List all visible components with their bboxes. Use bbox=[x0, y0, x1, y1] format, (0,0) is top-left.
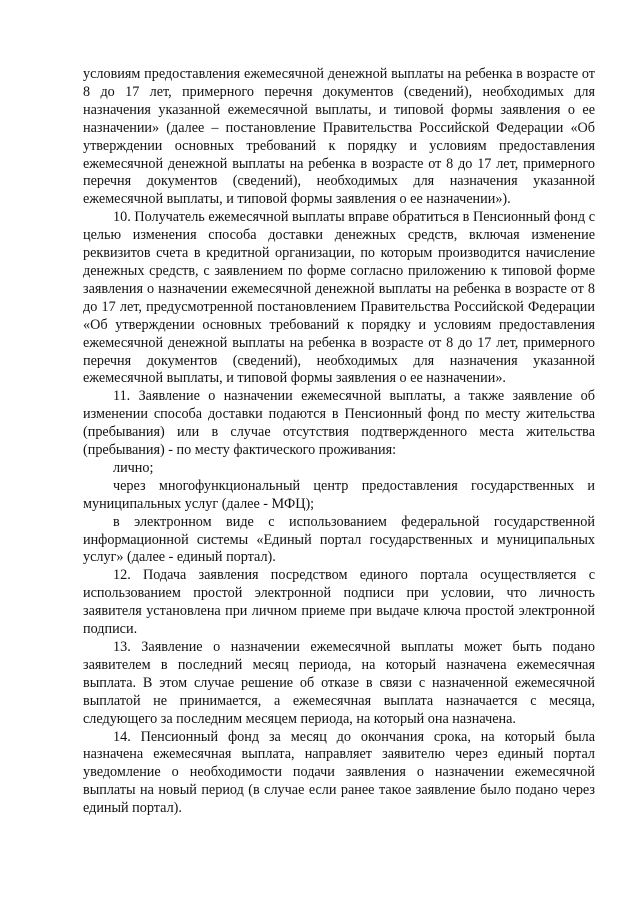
paragraph-11-item-mfc: через многофункциональный центр предоставления государственных и муниципальных услуг (далее - МФЦ); bbox=[83, 477, 595, 512]
paragraph-11: 11. Заявление о назначении ежемесячной выплаты, а также заявление об изменении способа доставки подаются в Пенсионный фонд по месту жительства (пребывания) или в случае отсутствия подтвержденного места жительства (пребывания) - по месту фактического проживания: bbox=[83, 388, 595, 459]
paragraph-13: 13. Заявление о назначении ежемесячной выплаты может быть подано заявителем в последний месяц периода, на который назначена ежемесячная выплата. В этом случае решение об отказе в связи с назначенной ежемесячной выплатой не принимается, а ежемесячная выплата назначается с месяца, следующего за последним месяцем периода, на который она назначена. bbox=[83, 639, 595, 727]
paragraph-11-item-portal: в электронном виде с использованием федеральной государственной информационной системы «Единый портал государственных и муниципальных услуг» (далее - единый портал). bbox=[83, 513, 595, 566]
paragraph-11-item-in-person: лично; bbox=[113, 459, 154, 476]
document-body bbox=[83, 66, 595, 818]
paragraph-10: 10. Получатель ежемесячной выплаты вправе обратиться в Пенсионный фонд с целью изменения способа доставки денежных средств, включая изменение реквизитов счета в кредитной организации, по которым производится начисление денежных средств, с заявлением по форме согласно приложению к типовой форме заявления о назначении ежемесячной денежной выплаты на ребенка в возрасте от 8 до 17 лет, предусмотренной постановлением Правительства Российской Федерации «Об утверждении основных требований к порядку и условиям предоставления ежемесячной денежной выплаты на ребенка в возрасте от 8 до 17 лет, примерного перечня документов (сведений), необходимых для назначения указанной ежемесячной выплаты, и типовой формы заявления о ее назначении». bbox=[83, 209, 595, 387]
paragraph-12: 12. Подача заявления посредством единого портала осуществляется с использованием простой электронной подписи при условии, что личность заявителя установлена при личном приеме при выдаче ключа простой электронной подписи. bbox=[83, 567, 595, 638]
paragraph-continuation: условиям предоставления ежемесячной денежной выплаты на ребенка в возрасте от 8 до 17 лет, примерного перечня документов (сведений), необходимых для назначения указанной ежемесячной выплаты, и типовой формы заявления о ее назначении» (далее – постановление Правительства Российской Федерации «Об утверждении основных требований к порядку и условиям предоставления ежемесячной денежной выплаты на ребенка в возрасте от 8 до 17 лет, примерного перечня документов (сведений), необходимых для назначения указанной ежемесячной выплаты, и типовой формы заявления о ее назначении»). bbox=[83, 66, 595, 208]
paragraph-14: 14. Пенсионный фонд за месяц до окончания срока, на который была назначена ежемесячная выплата, направляет заявителю через единый портал уведомление о необходимости подачи заявления о назначении ежемесячной выплаты на новый период (в случае если ранее такое заявление было подано через единый портал). bbox=[83, 728, 595, 817]
